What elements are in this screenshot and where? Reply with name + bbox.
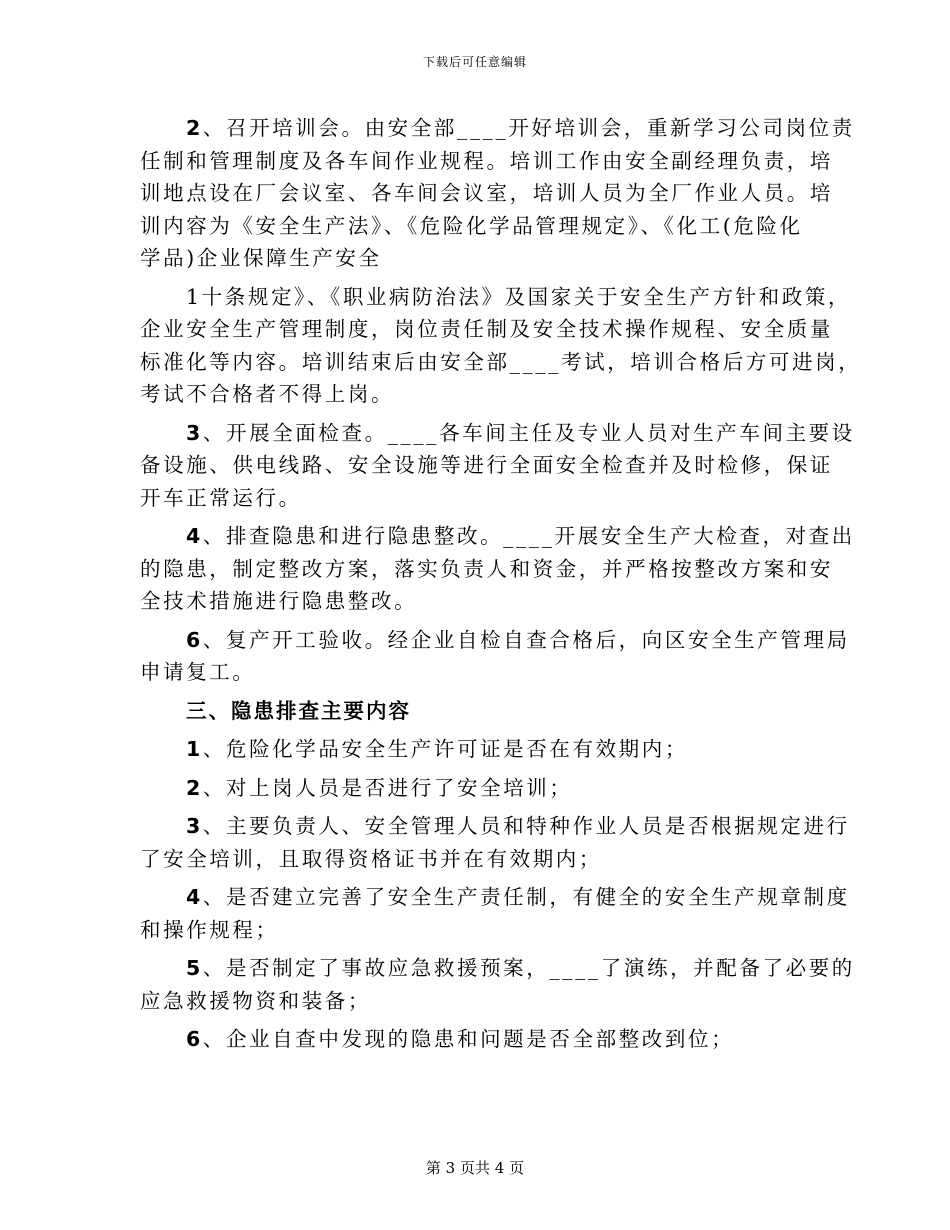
text-line	[140, 695, 820, 728]
item-number: 6	[186, 1027, 203, 1051]
line-text: 考试不合格者不得上岗。	[140, 382, 395, 406]
item-number: 3	[186, 814, 203, 838]
page-footer: 第 3 页共 4 页	[425, 1159, 525, 1177]
text-line	[140, 843, 820, 876]
text-line	[140, 772, 820, 805]
line-text: 学品)企业保障生产安全	[140, 246, 382, 270]
line-text: 、是否建立完善了安全生产责任制，有健全的安全生产规章制度	[202, 885, 850, 909]
line-text: 训地点设在厂会议室、各车间会议室，培训人员为全厂作业人员。培	[140, 181, 833, 205]
text-line	[140, 624, 850, 657]
text-line	[140, 553, 833, 586]
line-text: 的隐患，制定整改方案，落实负责人和资金，并严格按整改方案和安	[140, 556, 833, 581]
line-text: 、企业自查中发现的隐患和问题是否全部整改到位；	[202, 1027, 735, 1051]
line-text: 备设施、供电线路、安全设施等进行全面安全检查并及时检修，保证	[140, 453, 833, 477]
item-number: 2	[186, 775, 203, 800]
text-line	[140, 346, 862, 379]
document-body	[140, 112, 862, 1062]
line-text: 开车正常运行。	[140, 485, 302, 510]
line-text: 1十条规定》、《职业病防治法》及国家关于安全生产方针和政策，	[186, 284, 852, 309]
line-text: 、排查隐患和进行隐患整改。____开展安全生产大检查，对查出	[202, 524, 855, 548]
item-number: 6	[186, 627, 203, 652]
paragraph	[140, 733, 820, 766]
text-line	[140, 145, 833, 178]
item-number: 1	[186, 737, 203, 761]
text-line	[140, 733, 820, 766]
line-text: 和操作规程；	[140, 917, 279, 942]
line-text: 、主要负责人、安全管理人员和特种作业人员是否根据规定进行	[202, 814, 850, 838]
text-line	[140, 242, 820, 275]
item-number: 4	[186, 524, 203, 548]
text-line	[140, 177, 833, 210]
text-line	[140, 656, 820, 689]
section-heading	[140, 695, 820, 728]
item-number: 5	[186, 956, 203, 980]
line-text: 、是否制定了事故应急救援预案，____了演练，并配备了必要的	[202, 956, 855, 980]
line-text: 应急救援物资和装备；	[140, 988, 371, 1013]
text-line	[140, 449, 833, 482]
line-text: 企业安全生产管理制度，岗位责任制及安全技术操作规程、安全质量	[140, 317, 833, 341]
item-number: 2	[186, 116, 203, 140]
text-line	[140, 985, 820, 1018]
item-number: 4	[186, 885, 203, 909]
text-line	[140, 112, 855, 145]
line-text: 全技术措施进行隐患整改。	[140, 589, 418, 613]
paragraph	[140, 520, 855, 618]
line-text: 、开展全面检查。____各车间主任及专业人员对生产车间主要设	[202, 420, 855, 445]
text-line	[140, 281, 852, 314]
text-line	[140, 1023, 820, 1056]
text-line	[140, 952, 855, 985]
text-line	[140, 210, 820, 243]
line-text: 、对上岗人员是否进行了安全培训；	[202, 775, 573, 800]
item-number: 3	[186, 420, 203, 445]
paragraph	[140, 881, 850, 946]
text-line	[140, 520, 855, 553]
text-line	[140, 313, 833, 346]
paragraph	[140, 772, 820, 805]
paragraph	[140, 624, 850, 689]
line-text: 申请复工。	[140, 660, 256, 684]
paragraph	[140, 281, 862, 411]
line-text: 三、隐患排查主要内容	[186, 698, 411, 723]
paragraph	[140, 1023, 820, 1056]
page-header: 下载后可任意编辑	[422, 55, 527, 69]
line-text: 训内容为《安全生产法》、《危险化学品管理规定》、《化工(危险化	[140, 213, 803, 238]
text-line	[140, 378, 820, 411]
text-line	[140, 417, 855, 450]
line-text: 、召开培训会。由安全部____开好培训会，重新学习公司岗位责	[202, 116, 855, 140]
line-text: 标准化等内容。培训结束后由安全部____考试，培训合格后方可进岗，	[140, 349, 862, 374]
line-text: 了安全培训，且取得资格证书并在有效期内；	[140, 846, 602, 871]
paragraph	[140, 810, 850, 875]
paragraph	[140, 112, 855, 275]
text-line	[140, 810, 850, 843]
text-line	[140, 585, 820, 618]
paragraph	[140, 417, 855, 515]
text-line	[140, 914, 820, 947]
text-line	[140, 482, 820, 515]
line-text: 、复产开工验收。经企业自检自查合格后，向区安全生产管理局	[202, 627, 850, 652]
text-line	[140, 881, 850, 914]
paragraph	[140, 952, 855, 1017]
line-text: 、危险化学品安全生产许可证是否在有效期内；	[202, 737, 688, 761]
line-text: 任制和管理制度及各车间作业规程。培训工作由安全副经理负责，培	[140, 148, 833, 173]
